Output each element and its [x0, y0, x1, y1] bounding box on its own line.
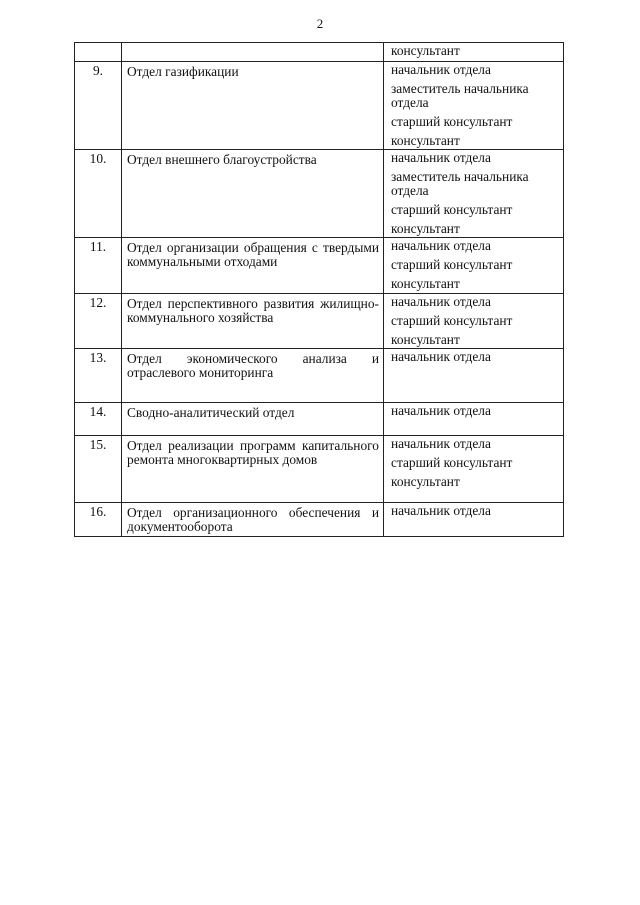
position-title: старший консультант [391, 257, 513, 272]
positions-cell [384, 403, 564, 436]
position-title: начальник отдела [391, 150, 491, 165]
position-title: начальник отдела [391, 503, 491, 518]
positions-cell [384, 238, 564, 294]
row-number: 13. [75, 349, 122, 403]
position-title: начальник отдела [391, 403, 491, 418]
position-title: консультант [391, 474, 460, 489]
department-name: Отдел организации обращения с твердыми коммунальными отходами [122, 238, 384, 294]
table-row [75, 62, 564, 150]
department-name: Отдел внешнего благоустройства [122, 150, 384, 238]
position-title: начальник отдела [391, 62, 491, 77]
positions-cell [384, 294, 564, 349]
page-number: 2 [316, 16, 324, 31]
row-number: 14. [75, 403, 122, 436]
department-name: Сводно-аналитический отдел [122, 403, 384, 436]
table-row [75, 150, 564, 238]
position-title: старший консультант [391, 313, 513, 328]
table-row [75, 503, 564, 537]
position-title: консультант [391, 221, 460, 236]
department-name: Отдел реализации программ капитального ремонта многоквартирных домов [122, 436, 384, 503]
table-row [75, 349, 564, 403]
positions-cell [384, 349, 564, 403]
position-title: старший консультант [391, 202, 513, 217]
positions-cell [384, 43, 564, 62]
staff-table [74, 42, 564, 537]
department-name: Отдел организационного обеспечения и документооборота [122, 503, 384, 537]
department-name: Отдел перспективного развития жилищно-коммунального хозяйства [122, 294, 384, 349]
table-row [75, 436, 564, 503]
position-title: консультант [391, 133, 460, 148]
position-title: заместитель начальника отдела [391, 169, 529, 198]
row-number [75, 43, 122, 62]
position-title: заместитель начальника отдела [391, 81, 529, 110]
positions-cell [384, 62, 564, 150]
department-name: Отдел газификации [122, 62, 384, 150]
position-title: начальник отдела [391, 436, 491, 451]
positions-cell [384, 503, 564, 537]
table-row [75, 43, 564, 62]
row-number: 10. [75, 150, 122, 238]
position-title: консультант [391, 276, 460, 291]
row-number: 12. [75, 294, 122, 349]
positions-cell [384, 436, 564, 503]
position-title: старший консультант [391, 114, 513, 129]
position-title: начальник отдела [391, 294, 491, 309]
row-number: 16. [75, 503, 122, 537]
row-number: 9. [75, 62, 122, 150]
department-name [122, 43, 384, 62]
position-title: консультант [391, 332, 460, 347]
position-title: консультант [391, 43, 460, 58]
table-row [75, 403, 564, 436]
position-title: начальник отдела [391, 238, 491, 253]
table-row [75, 294, 564, 349]
position-title: начальник отдела [391, 349, 491, 364]
row-number: 11. [75, 238, 122, 294]
row-number: 15. [75, 436, 122, 503]
department-name: Отдел экономического анализа и отраслевого мониторинга [122, 349, 384, 403]
positions-cell [384, 150, 564, 238]
table-row [75, 238, 564, 294]
position-title: старший консультант [391, 455, 513, 470]
staff-table-body [75, 43, 564, 537]
